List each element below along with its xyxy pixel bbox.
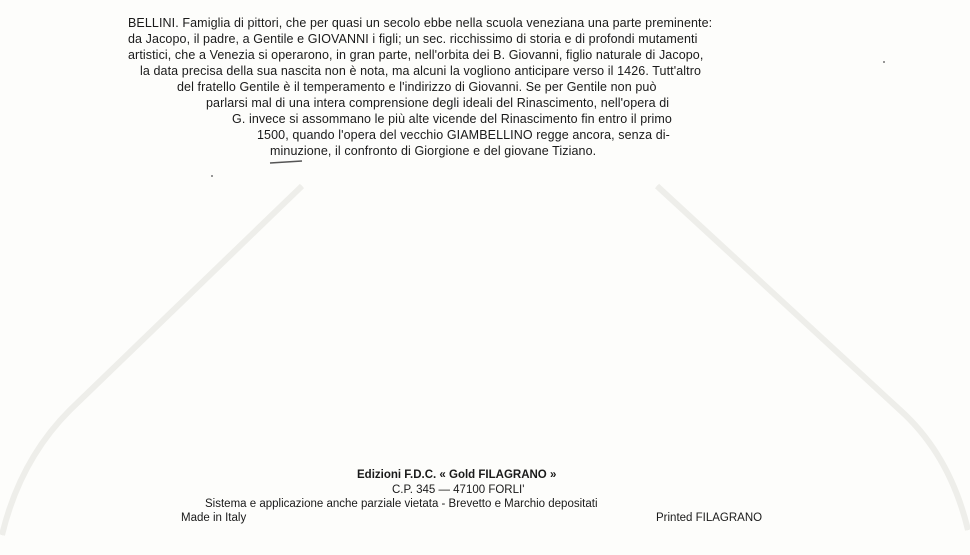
left-flap-line: [2, 186, 302, 535]
bio-line-6: parlarsi mal di una intera comprensione degli ideali del Rinascimento, nell'opera di: [206, 96, 670, 110]
left-flap-shade: [2, 186, 302, 535]
ink-dot: [211, 175, 213, 177]
bio-line-3: artistici, che a Venezia si operarono, in gran parte, nell'orbita dei B. Giovanni, figlio naturale di Jacopo,: [128, 48, 704, 62]
publisher-address: C.P. 345 — 47100 FORLI': [392, 484, 525, 496]
ink-dot: [883, 61, 885, 63]
bio-line-5: del fratello Gentile è il temperamento e l'indirizzo di Giovanni. Se per Gentile non può: [177, 80, 657, 94]
publisher-name: Edizioni F.D.C. « Gold FILAGRANO »: [357, 469, 557, 481]
made-in-label: Made in Italy: [181, 512, 247, 524]
rights-notice: Sistema e applicazione anche parziale vietata - Brevetto e Marchio depositati: [205, 498, 598, 510]
right-flap-shade: [657, 186, 968, 530]
bio-line-1: BELLINI. Famiglia di pittori, che per quasi un secolo ebbe nella scuola veneziana una parte preminente:: [128, 16, 713, 30]
ink-mark: [270, 161, 302, 163]
bio-line-2: da Jacopo, il padre, a Gentile e GIOVANNI i figli; un sec. ricchissimo di storia e di profondi mutamenti: [128, 32, 698, 46]
bio-line-7: G. invece si assommano le più alte vicende del Rinascimento fin entro il primo: [232, 112, 672, 126]
bio-line-9: minuzione, il confronto di Giorgione e del giovane Tiziano.: [270, 144, 597, 158]
bio-line-4: la data precisa della sua nascita non è nota, ma alcuni la vogliono anticipare verso il 1426. Tutt'altro: [140, 64, 702, 78]
bio-line-8: 1500, quando l'opera del vecchio GIAMBELLINO regge ancora, senza di-: [257, 128, 670, 142]
printed-label: Printed FILAGRANO: [656, 512, 763, 524]
right-flap-line: [657, 186, 968, 530]
